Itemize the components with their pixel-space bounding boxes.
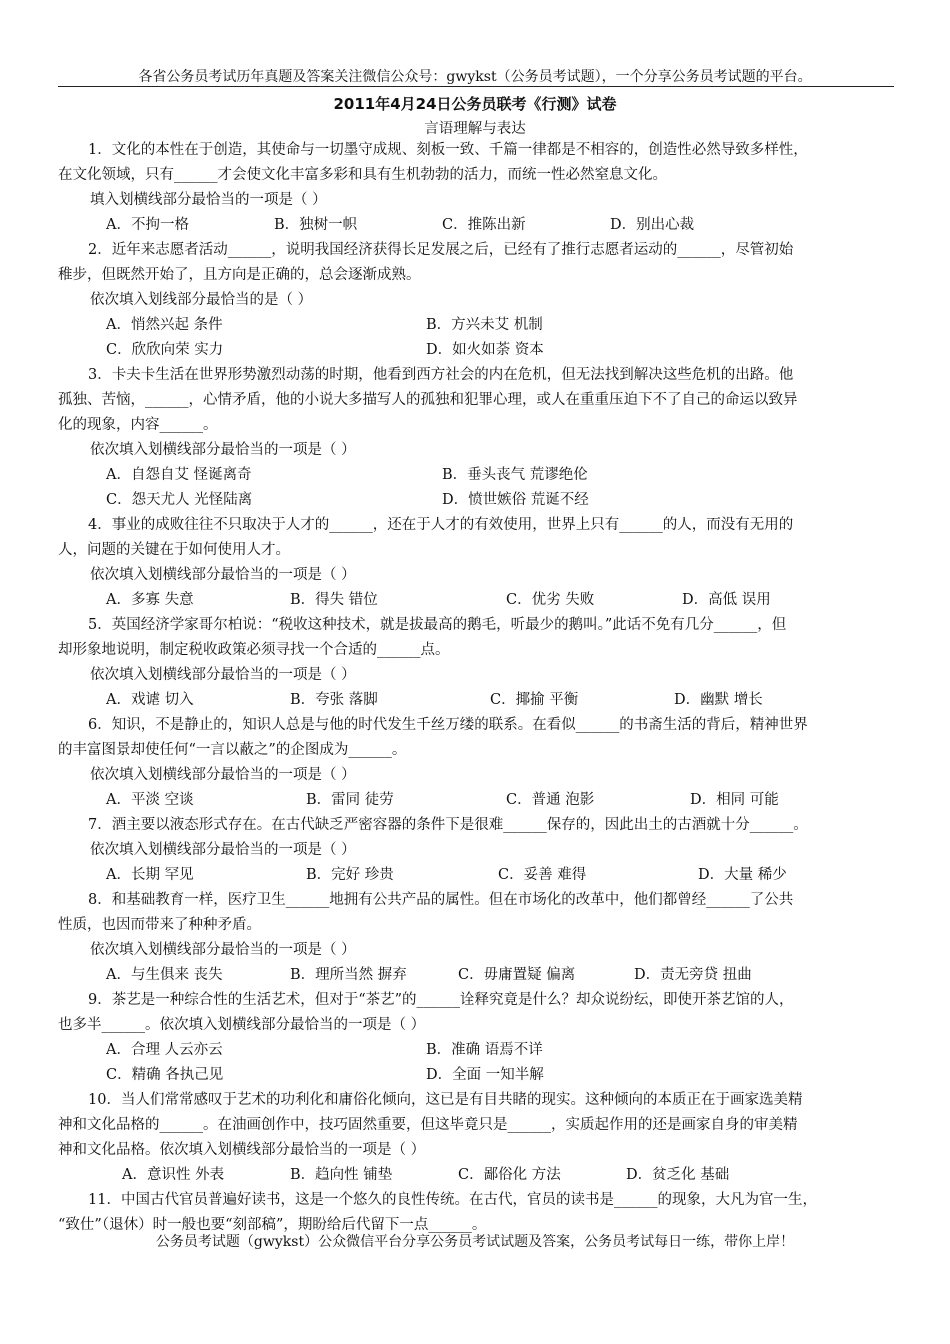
question-text-line: 也多半______。依次填入划横线部分最恰当的一项是（ ） [58, 1017, 426, 1033]
page-footer: 公务员考试题（gwykst）公众微信平台分享公务员考试试题及答案，公务员考试每日一练，带你上岸！ [155, 1234, 795, 1250]
question-text-line: 孤独、苦恼，______，心情矛盾，他的小说大多描写人的孤独和犯罪心理，或人在重重压迫下不了自己的命运以致异 [58, 392, 798, 408]
answer-option: A．不拘一格 [106, 217, 189, 233]
answer-option: C．优劣 失败 [506, 592, 595, 608]
question-text-line: 4．事业的成败往往不只取决于人才的______，还在于人才的有效使用，世界上只有______的人，而没有无用的 [88, 517, 794, 533]
answer-option: B．得失 错位 [290, 592, 378, 608]
option-row [58, 338, 894, 363]
answer-option: B．趋向性 铺垫 [290, 1167, 393, 1183]
answer-option: C．鄙俗化 方法 [458, 1167, 561, 1183]
option-row [58, 1163, 894, 1188]
question-text-line: 化的现象，内容______。 [58, 417, 218, 433]
answer-option: A．悄然兴起 条件 [106, 317, 223, 333]
answer-option: B．理所当然 摒弃 [290, 967, 407, 983]
answer-option: B．独树一帜 [274, 217, 358, 233]
answer-option: B．准确 语焉不详 [426, 1042, 543, 1058]
question-instruction: 依次填入划线部分最恰当的是（ ） [90, 292, 313, 308]
question-text-line: 5．英国经济学家哥尔柏说：“税收这种技术，就是拔最高的鹅毛，听最少的鹅叫。”此话不免有几分______，但 [88, 617, 787, 633]
question-text-line: 的丰富图景却使任何“一言以蔽之”的企图成为______。 [58, 742, 407, 758]
question-text-line: 却形象地说明，制定税收政策必须寻找一个合适的______点。 [58, 642, 450, 658]
answer-option: D．大量 稀少 [698, 867, 787, 883]
exam-title: 2011年4月24日公务员联考《行测》试卷 [333, 95, 617, 113]
answer-option: C．精确 各执己见 [106, 1067, 224, 1083]
question-text-line: 6．知识，不是静止的，知识人总是与他的时代发生千丝万缕的联系。在看似______的书斋生活的背后，精神世界 [88, 717, 808, 733]
answer-option: A．与生俱来 丧失 [106, 967, 223, 983]
question-text-line: 2．近年来志愿者活动______，说明我国经济获得长足发展之后，已经有了推行志愿者运动的______，尽管初始 [88, 242, 794, 258]
question-text-line: 性质，也因而带来了种种矛盾。 [58, 917, 261, 933]
question-instruction: 依次填入划横线部分最恰当的一项是（ ） [90, 442, 356, 458]
question-instruction: 依次填入划横线部分最恰当的一项是（ ） [90, 842, 356, 858]
answer-option: A．长期 罕见 [106, 867, 194, 883]
question-text-line: 神和文化品格。依次填入划横线部分最恰当的一项是（ ） [58, 1142, 426, 1158]
answer-option: A．合理 人云亦云 [106, 1042, 223, 1058]
answer-option: A．自怨自艾 怪诞离奇 [106, 467, 252, 483]
question-text-line: 10．当人们常常感叹于艺术的功利化和庸俗化倾向，这已是有目共睹的现实。这种倾向的本质正在于画家选美精 [88, 1092, 803, 1108]
answer-option: B．方兴未艾 机制 [426, 317, 543, 333]
header-divider [58, 86, 894, 87]
answer-option: A．平淡 空谈 [106, 792, 194, 808]
answer-option: D．愤世嫉俗 荒诞不经 [442, 492, 589, 508]
option-row [58, 488, 894, 513]
question-text-line: 7．酒主要以液态形式存在。在古代缺乏严密容器的条件下是很难______保存的，因此出土的古酒就十分______。 [88, 817, 808, 833]
answer-option: C．毋庸置疑 偏离 [458, 967, 576, 983]
option-row [58, 588, 894, 613]
answer-option: D．高低 误用 [682, 592, 771, 608]
question-text-line: 9．茶艺是一种综合性的生活艺术，但对于“茶艺”的______诠释究竟是什么？却众说纷纭，即使开茶艺馆的人， [88, 992, 794, 1008]
question-instruction: 依次填入划横线部分最恰当的一项是（ ） [90, 567, 356, 583]
question-text-line: 在文化领域，只有______才会使文化丰富多彩和具有生机勃勃的活力，而统一性必然窒息文化。 [58, 167, 667, 183]
answer-option: D．贫乏化 基础 [626, 1167, 730, 1183]
answer-option: D．别出心裁 [610, 217, 695, 233]
option-row [58, 863, 894, 888]
question-text-line: 8．和基础教育一样，医疗卫生______地拥有公共产品的属性。但在市场化的改革中，他们都曾经______了公共 [88, 892, 794, 908]
option-row [58, 463, 894, 488]
answer-option: D．相同 可能 [690, 792, 779, 808]
answer-option: C．怨天尤人 光怪陆离 [106, 492, 253, 508]
answer-option: C．妥善 难得 [498, 867, 587, 883]
question-list [58, 138, 894, 1238]
question-instruction: 依次填入划横线部分最恰当的一项是（ ） [90, 767, 356, 783]
answer-option: D．幽默 增长 [674, 692, 763, 708]
question-instruction: 依次填入划横线部分最恰当的一项是（ ） [90, 942, 356, 958]
question-instruction: 依次填入划横线部分最恰当的一项是（ ） [90, 667, 356, 683]
answer-option: C．推陈出新 [442, 217, 526, 233]
answer-option: A．多寡 失意 [106, 592, 194, 608]
question-instruction: 填入划横线部分最恰当的一项是（ ） [90, 192, 327, 208]
question-text-line: 3．卡夫卡生活在世界形势激烈动荡的时期，他看到西方社会的内在危机，但无法找到解决这些危机的出路。他 [88, 367, 794, 383]
answer-option: A．戏谑 切入 [106, 692, 194, 708]
option-row [58, 963, 894, 988]
answer-option: D．全面 一知半解 [426, 1067, 544, 1083]
question-text-line: 人，问题的关键在于如何使用人才。 [58, 542, 290, 558]
answer-option: D．如火如荼 资本 [426, 342, 544, 358]
answer-option: C．普通 泡影 [506, 792, 595, 808]
question-text-line: 稚步，但既然开始了，且方向是正确的，总会逐渐成熟。 [58, 267, 421, 283]
answer-option: B．夸张 落脚 [290, 692, 378, 708]
answer-option: D．责无旁贷 扭曲 [634, 967, 752, 983]
section-heading: 言语理解与表达 [424, 121, 526, 137]
question-text-line: 11．中国古代官员普遍好读书，这是一个悠久的良性传统。在古代，官员的读书是______的现象，大凡为官一生， [88, 1192, 817, 1208]
answer-option: B．雷同 徒劳 [306, 792, 394, 808]
option-row [58, 788, 894, 813]
answer-option: B．垂头丧气 荒谬绝伦 [442, 467, 588, 483]
question-text-line: 神和文化品格的______。在油画创作中，技巧固然重要，但这毕竟只是______，实质起作用的还是画家自身的审美精 [58, 1117, 798, 1133]
option-row [58, 213, 894, 238]
answer-option: A．意识性 外表 [122, 1167, 225, 1183]
option-row [58, 688, 894, 713]
page-header: 各省公务员考试历年真题及答案关注微信公众号：gwykst（公务员考试题），一个分享公务员考试题的平台。 [138, 69, 812, 85]
answer-option: C．欣欣向荣 实力 [106, 342, 224, 358]
option-row [58, 1038, 894, 1063]
option-row [58, 313, 894, 338]
answer-option: C．揶揄 平衡 [490, 692, 579, 708]
answer-option: B．完好 珍贵 [306, 867, 394, 883]
question-text-line: 1．文化的本性在于创造，其使命与一切墨守成规、刻板一致、千篇一律都是不相容的，创造性必然导致多样性， [88, 142, 808, 158]
question-text-line: “致仕”（退休）时一般也要“刻部稿”，期盼给后代留下一点______。 [58, 1217, 487, 1233]
option-row [58, 1063, 894, 1088]
